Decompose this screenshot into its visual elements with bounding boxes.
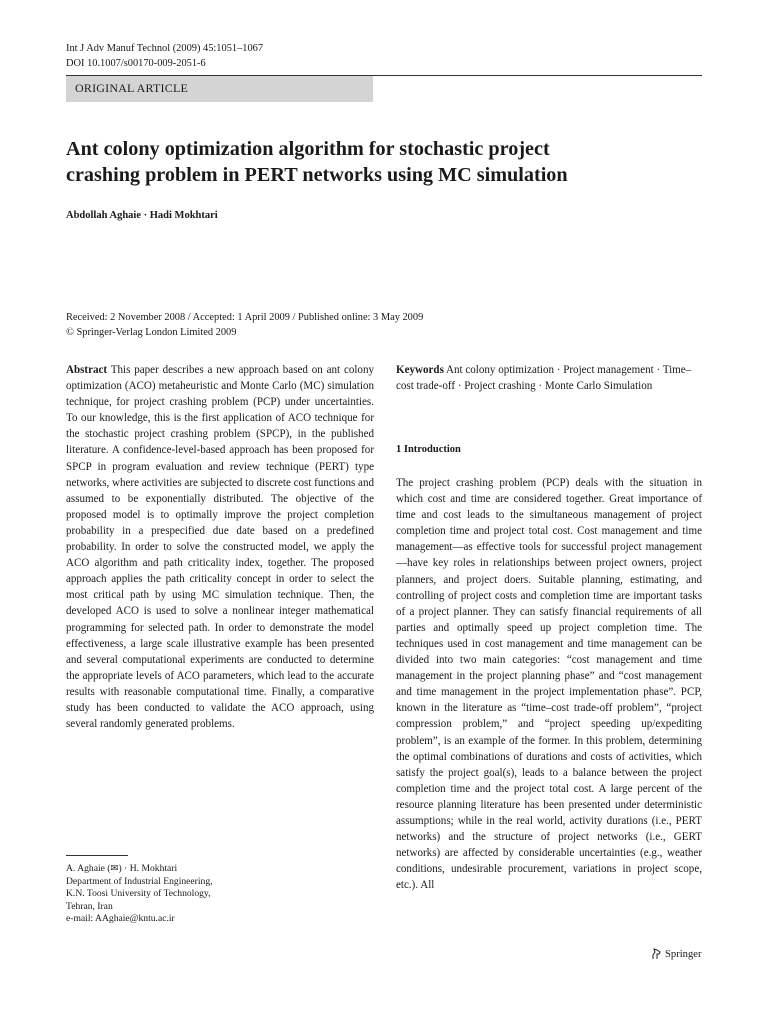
article-type-badge — [66, 76, 373, 102]
affiliation-line-1: A. Aghaie (✉) · H. Mokhtari — [66, 863, 178, 874]
paper-title — [66, 136, 706, 188]
title-line-2: crashing problem in PERT networks using MC simulation — [66, 164, 568, 186]
author-affiliation — [66, 863, 213, 926]
abstract-label: Abstract — [66, 364, 108, 376]
springer-horse-icon — [651, 948, 662, 960]
publisher-name: Springer — [665, 948, 702, 960]
affiliation-line-2: Department of Industrial Engineering, — [66, 875, 213, 887]
publication-dates — [66, 311, 423, 340]
affiliation-line-4: Tehran, Iran — [66, 900, 113, 912]
article-type-label: ORIGINAL ARTICLE — [75, 81, 189, 95]
keywords-label: Keywords — [396, 364, 444, 376]
footnote-rule — [66, 855, 128, 856]
dates-line: Received: 2 November 2008 / Accepted: 1 April 2009 / Published online: 3 May 2009 — [66, 312, 424, 323]
keywords-text: Ant colony optimization · Project management · Time–cost trade-off · Project crashing · Monte Carlo Simulation — [396, 364, 692, 393]
introduction-text: The project crashing problem (PCP) deals with the situation in which cost and time are considered together. Great importance of time and cost leads to the simultaneous management of project completion time and project total cost. Cost management and time management—as effective tools for successful project management—have key roles in relationships between project owners, project planners, and project doers. Suitable planning, estimating, and controlling of project costs and completion time are important tasks of a project planner. They can satisfy financial requirements of all parties and optimally speed up project completion time. The techniques used in cost management and time management can be divided into two main categories: “cost management and time management in the project planning phase” and “cost management and time management in the project implementation phase”. PCP, known in the literature as “time–cost trade-off problem”, “project compression problem,” and “project speeding up/expediting problem”, is an example of the former. In this problem, determining the optimal combinations of durations and costs of activities, which satisfy the project goal(s), leads to a balance between the project completion time and the project total cost. A large percent of the resource planning literature has been presented under deterministic assumptions; while in the real world, activity durations (i.e., PERT networks) and the structure of project networks (i.e., GERT networks) are affected by considerable uncertainties (e.g., weather conditions, undesirable procurement, variations in project scope, etc.). All — [396, 477, 702, 892]
affiliation-email: e-mail: AAghaie@kntu.ac.ir — [66, 913, 175, 925]
abstract-text: This paper describes a new approach based on ant colony optimization (ACO) metaheuristic and Monte Carlo (MC) simulation technique, for project crashing problem (PCP) under uncertainties. To our knowledge, this is the first application of ACO technique for the stochastic project crashing problem (SPCP), in the published literature. A confidence-level-based approach has been proposed for SPCP in program evaluation and review technique (PERT) type networks, where activities are subjected to discrete cost functions and assumed to be exponentially distributed. The objective of the proposed model is to optimally improve the project completion probability in a prespecified due date based on a predefined probability. In order to solve the constructed model, we apply the ACO algorithm and path criticality index, together. The proposed approach applies the path criticality concept in order to select the most critical path by using MC simulation technique. Then, the developed ACO is used to solve a nonlinear integer mathematical programming for selected path. In order to demonstrate the model effectiveness, a large scale illustrative example has been presented and several computational experiments are conducted to determine the appropriate levels of ACO parameters, which lead to the accurate results with reasonable computational time. Finally, a comparative study has been conducted to validate the ACO approach, using several randomly generated problems. — [66, 364, 375, 731]
publisher-logo — [651, 948, 701, 960]
journal-citation: Int J Adv Manuf Technol (2009) 45:1051–1067 — [66, 43, 264, 54]
title-line-1: Ant colony optimization algorithm for stochastic project — [66, 138, 550, 160]
abstract — [66, 362, 374, 732]
keywords — [396, 362, 702, 394]
journal-header — [66, 41, 263, 71]
doi: DOI 10.1007/s00170-009-2051-6 — [66, 58, 206, 69]
affiliation-line-3: K.N. Toosi University of Technology, — [66, 888, 211, 900]
authors: Abdollah Aghaie · Hadi Mokhtari — [66, 210, 218, 221]
copyright: © Springer-Verlag London Limited 2009 — [66, 326, 237, 338]
section-heading: 1 Introduction — [396, 444, 461, 455]
